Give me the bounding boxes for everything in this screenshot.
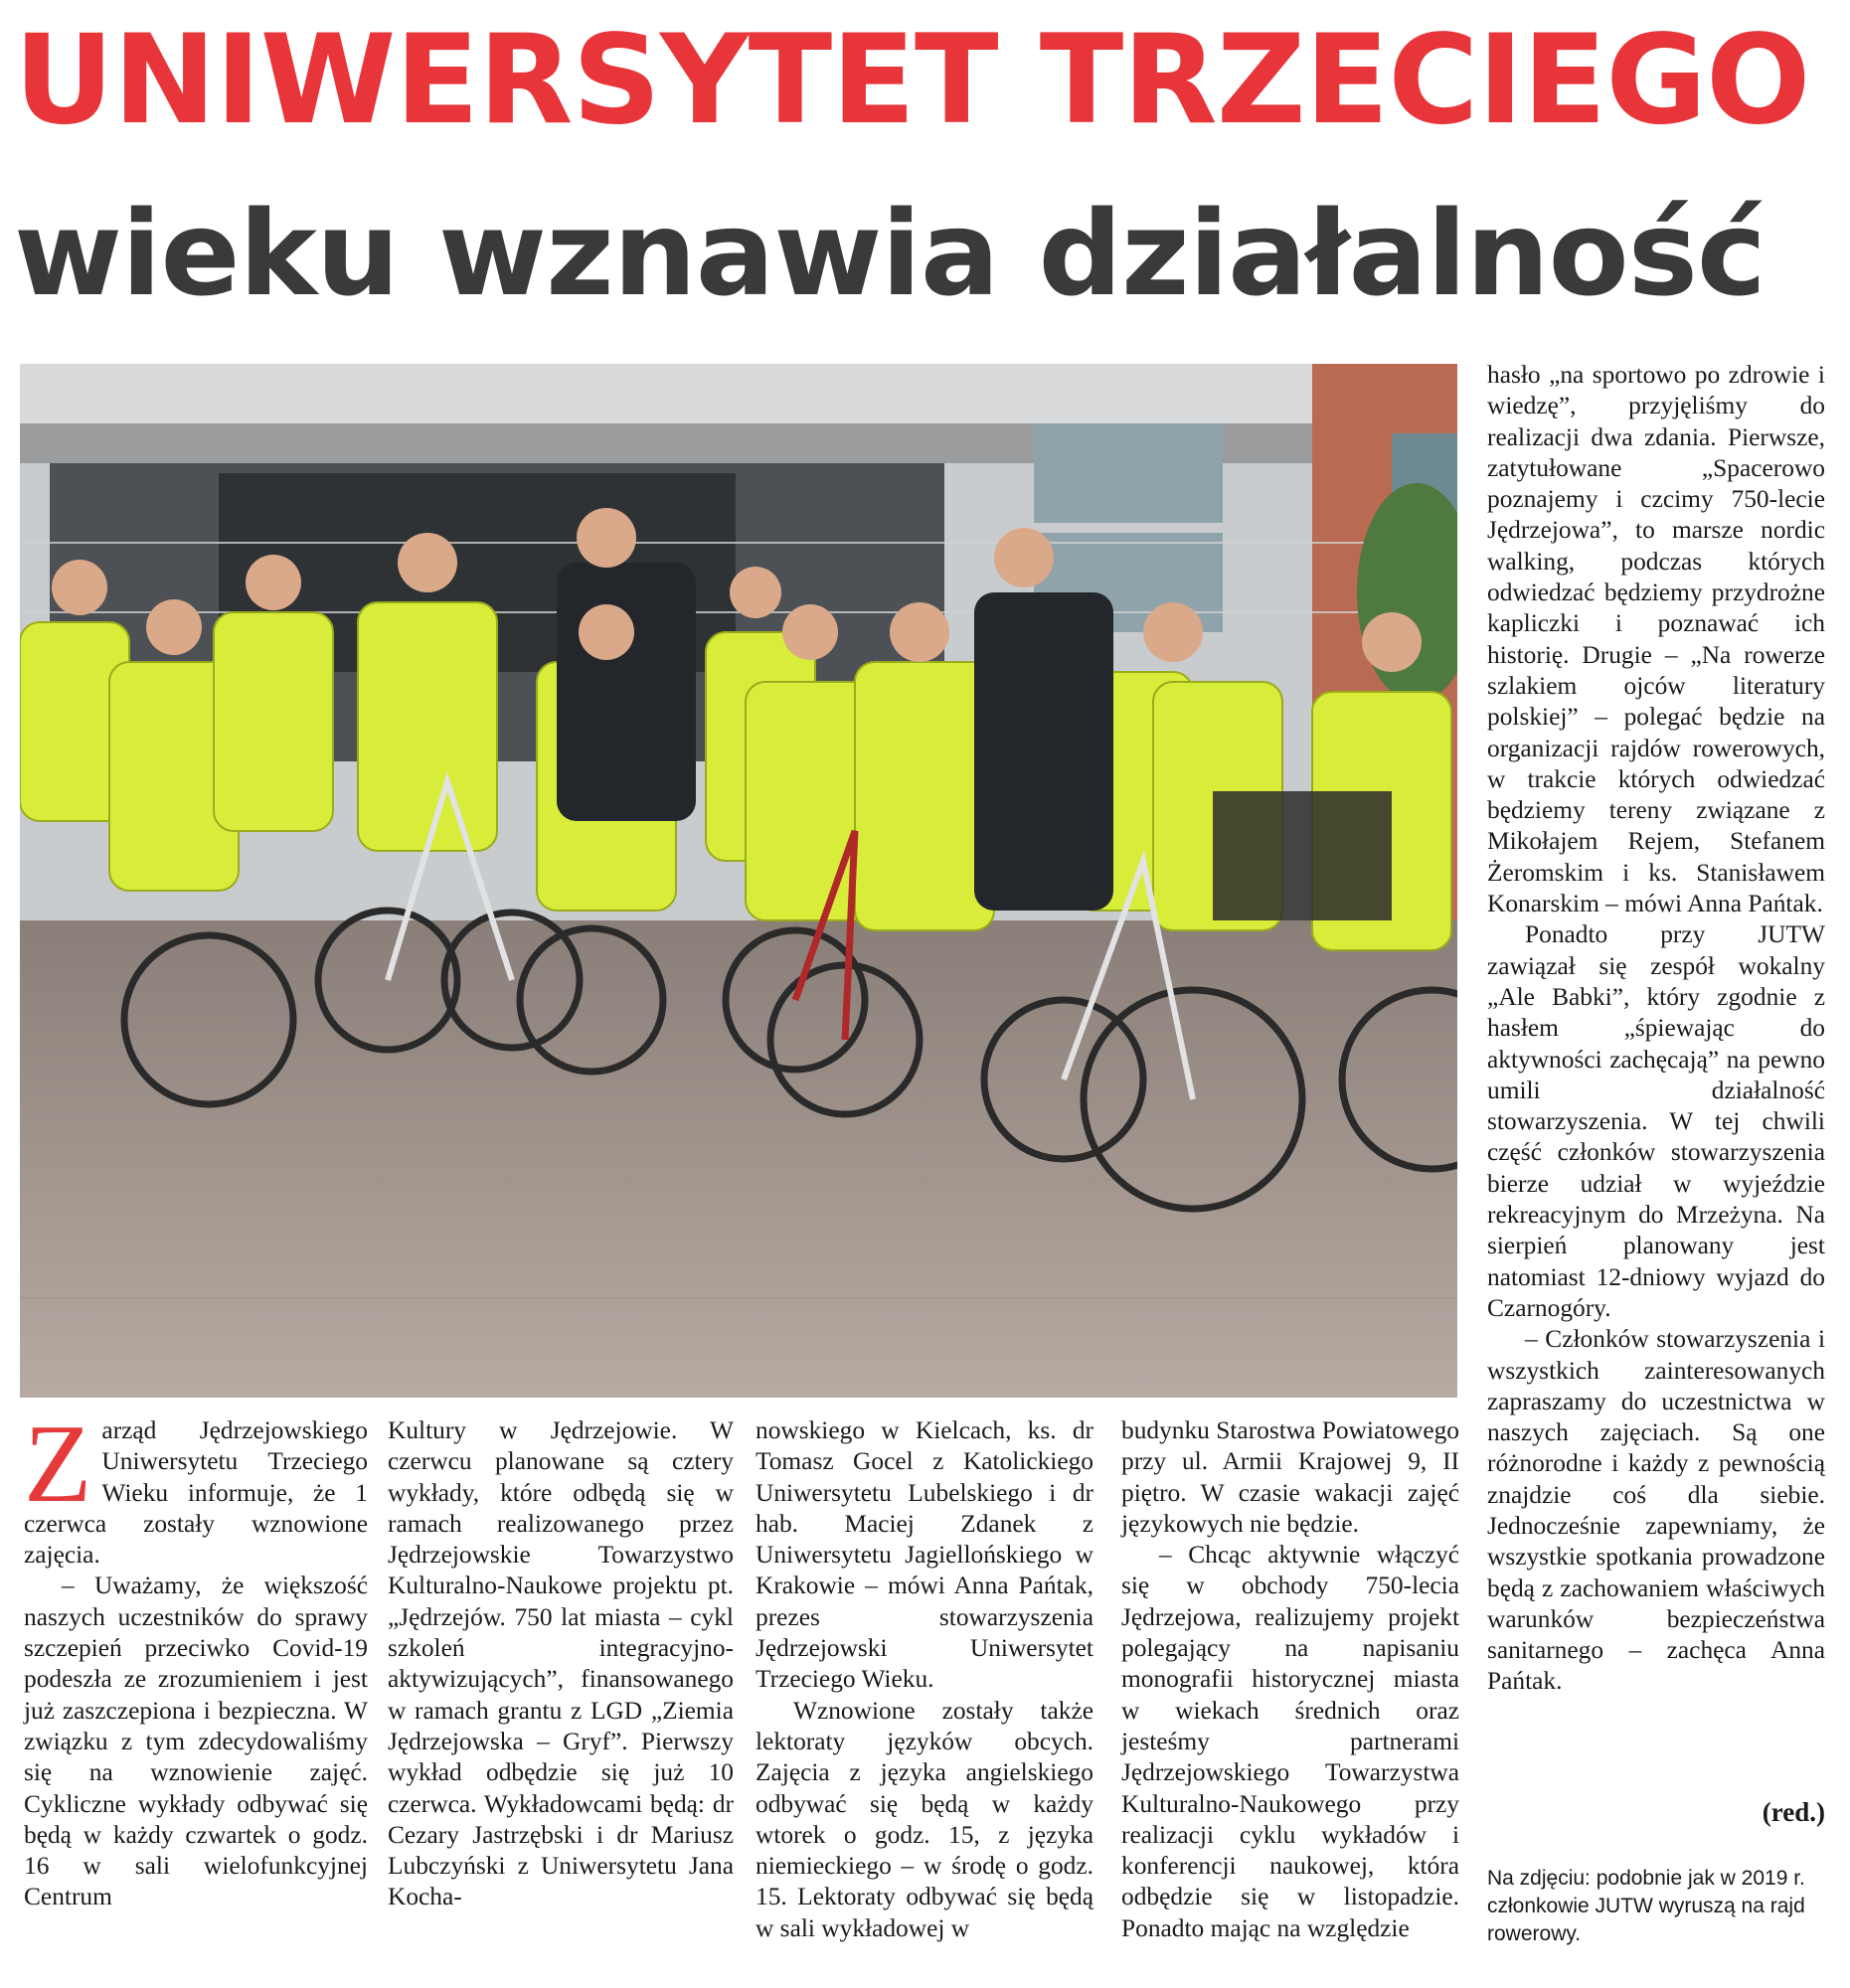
- paragraph: budynku Starostwa Powiatowego przy ul. Armii Krajowej 9, II piętro. W czasie wakacji zajęć językowych nie będzie.: [1121, 1416, 1459, 1538]
- photo-caption: Na zdjęciu: podobnie jak w 2019 r. członkowie JUTW wyruszą na rajd rowerowy.: [1487, 1867, 1805, 1945]
- paragraph: Wznowione zostały także lektoraty języków obcych. Zajęcia z języka angielskiego odbywać się będą w każdy wtorek o godz. 15, z języka niemieckiego – w środę o godz. 15. Lektoraty odbywać się będą w sali wykładowej w: [756, 1696, 1093, 1942]
- article-column-4: [1121, 1415, 1459, 1944]
- paragraph: Kultury w Jędrzejowie. W czerwcu planowane są cztery wykłady, które odbędą się w ramach realizowanego przez Jędrzejowskie Towarzystwo Kulturalno-Naukowe projektu pt. „Jędrzejów. 750 lat miasta – cykl szkoleń integracyjno-aktywizujących”, finansowanego w ramach grantu z LGD „Ziemia Jędrzejowska – Gryf”. Pierwszy wykład odbędzie się już 10 czerwca. Wykładowcami będą: dr Cezary Jastrzębski i dr Mariusz Lubczyński z Uniwersytetu Jana Kocha-: [388, 1416, 734, 1911]
- article-column-1: [24, 1403, 368, 1913]
- paragraph: – Chcąc aktywnie włączyć się w obchody 750-lecia Jędrzejowa, realizujemy projekt polegający na napisaniu monografii historycznej miasta w wiekach średnich oraz jesteśmy partnerami Jędrzejowskiego Towarzystwa Kulturalno-Naukowego przy realizacji cyklu wykładów i konferencji naukowej, która odbędzie się w listopadzie. Ponadto mając na względzie: [1121, 1541, 1459, 1942]
- headline-line-1: UNIWERSYTET TRZECIEGO: [14, 9, 1810, 152]
- paragraph: hasło „na sportowo po zdrowie i wiedzę”, przyjęliśmy do realizacji dwa zdania. Pierwsze, zatytułowane „Spacerowo poznajemy i czcimy 750-lecie Jędrzejowa”, to marsze nordic walking, podczas których odwiedzać będziemy przydrożne kapliczki i poznawać ich historię. Drugie – „Na rowerze szlakiem ojców literatury polskiej” – polegać będzie na organizacji rajdów rowerowych, w trakcie których odwiedzać będziemy tereny związane z Mikołajem Rejem, Stefanem Żeromskim i ks. Stanisławem Konarskim – mówi Anna Pańtak.: [1487, 361, 1825, 918]
- article-column-3: [756, 1415, 1093, 1944]
- group-cyclists-photo: [20, 364, 1457, 1398]
- article-photo: [20, 364, 1457, 1398]
- paragraph: – Uważamy, że większość naszych uczestników do sprawy szczepień przeciwko Covid-19 podeszła ze zrozumieniem i jest już zaszczepiona i bezpieczna. W związku z tym zdecydowaliśmy się na wznowienie zajęć. Cykliczne wykłady odbywać się będą w każdy czwartek o godz. 16 w sali wielofunkcyjnej Centrum: [24, 1572, 368, 1911]
- article-column-2: [388, 1415, 734, 1913]
- paragraph: nowskiego w Kielcach, ks. dr Tomasz Gocel z Katolickiego Uniwersytetu Lubelskiego i dr hab. Maciej Zdanek z Uniwersytetu Jagiellońskiego w Krakowie – mówi Anna Pańtak, prezes stowarzyszenia Jędrzejowski Uniwersytet Trzeciego Wieku.: [756, 1416, 1093, 1694]
- paragraph: Ponadto przy JUTW zawiązał się zespół wokalny „Ale Babki”, który zgodnie z hasłem „śpiewając do aktywności zachęcają” na pewno umili działalność stowarzyszenia. W tej chwili część członków stowarzyszenia bierze udział w wyjeździe rekreacyjnym do Mrzeżyna. Na sierpień planowany jest natomiast 12-dniowy wyjazd do Czarnogóry.: [1487, 920, 1825, 1322]
- paragraph: arząd Jędrzejowskiego Uniwersytetu Trzeciego Wieku informuje, że 1 czerwca zostały wznowione zajęcia.: [24, 1416, 368, 1570]
- author-signature: (red.): [1762, 1797, 1825, 1827]
- drop-cap: Z: [24, 1403, 92, 1526]
- headline-line-2: wieku wznawia działalność: [14, 185, 1766, 322]
- article-column-5: [1487, 360, 1825, 1698]
- paragraph: – Członków stowarzyszenia i wszystkich zainteresowanych zapraszamy do uczestnictwa w naszych zajęciach. Są one różnorodne i każdy z pewnością znajdzie coś dla siebie. Jednocześnie zapewniamy, że wszystkie spotkania prowadzone będą z zachowaniem właściwych warunków bezpieczeństwa sanitarnego – zachęca Anna Pańtak.: [1487, 1325, 1825, 1696]
